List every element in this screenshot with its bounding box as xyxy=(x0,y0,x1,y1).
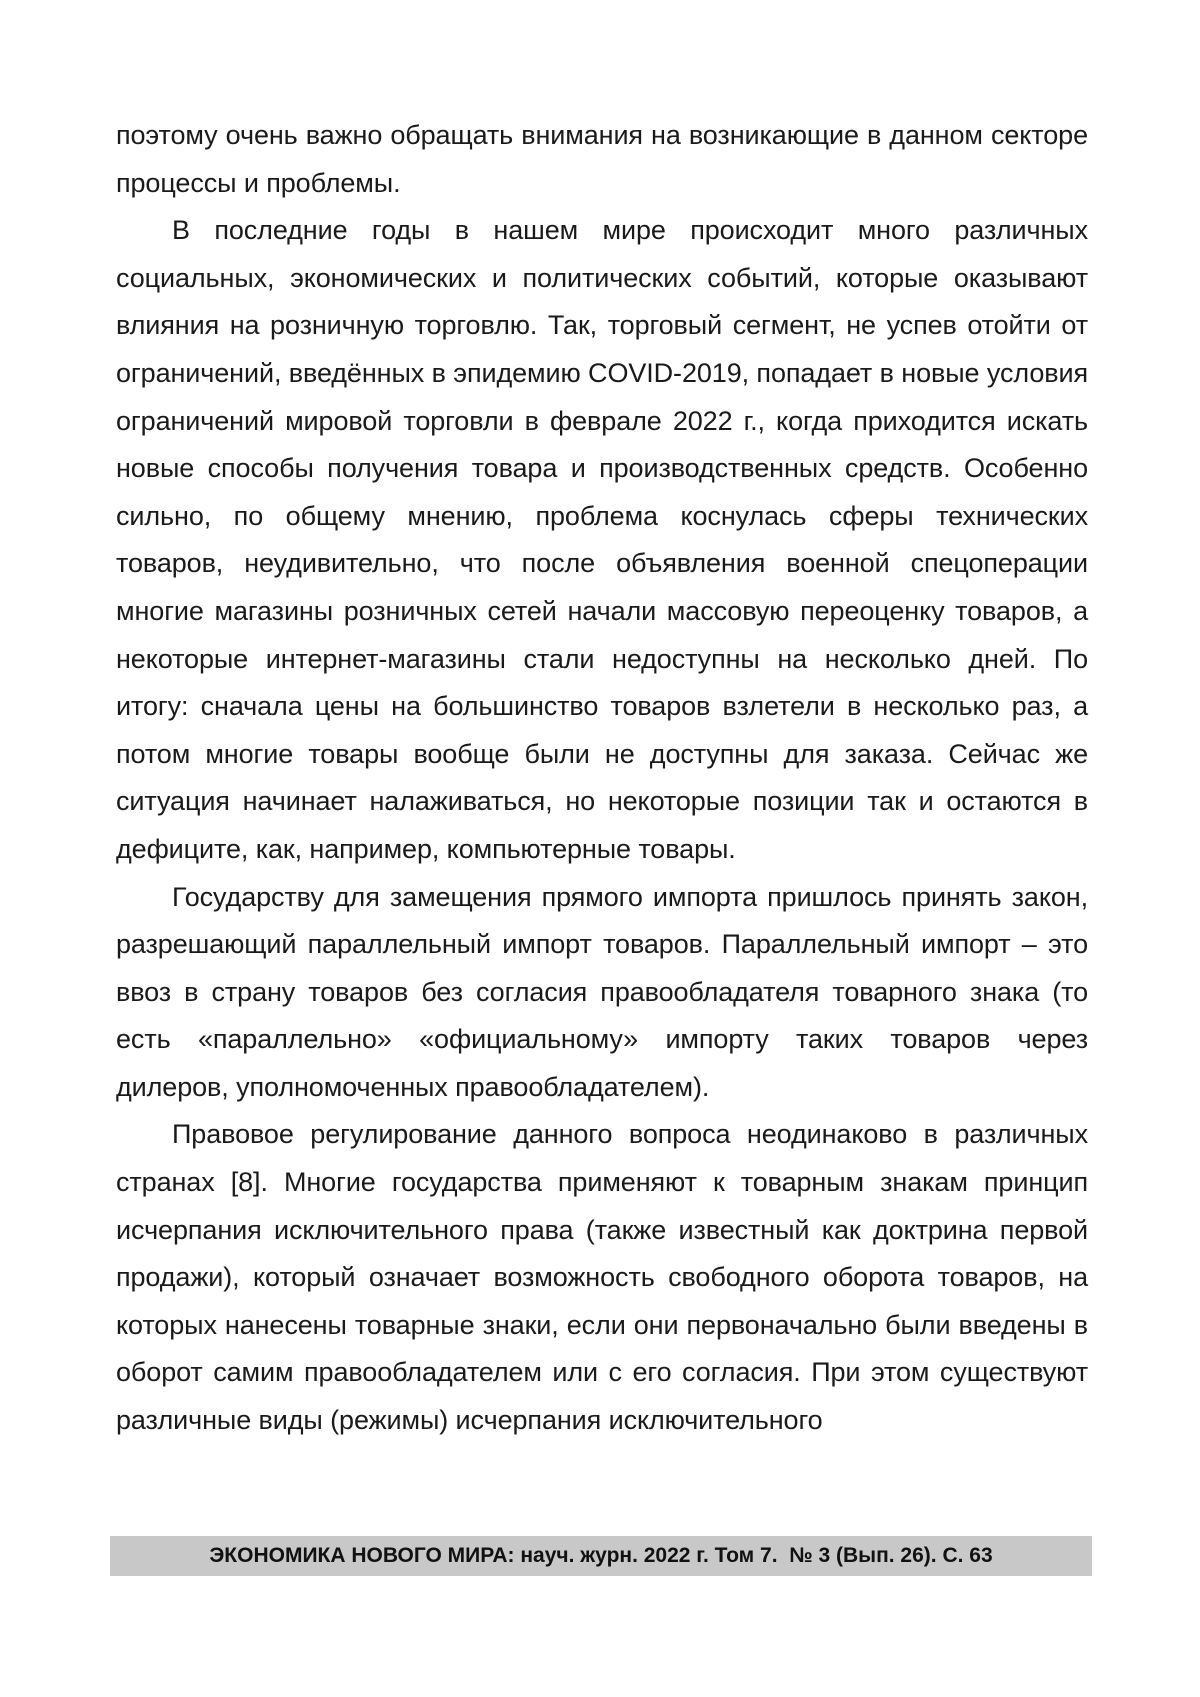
paragraph: поэтому очень важно обращать внимания на возникающие в данном секторе процессы и проблемы. xyxy=(116,120,1088,198)
footer-citation: ЭКОНОМИКА НОВОГО МИРА: науч. журн. 2022 г. Том 7. № 3 (Вып. 26). С. 63 xyxy=(209,1544,993,1567)
page-body xyxy=(116,112,1088,1445)
paragraph: В последние годы в нашем мире происходит много различных социальных, экономических и политических событий, которые оказывают влияния на розничную торговлю. Так, торговый сегмент, не успев отойти от ограничений, введённых в эпидемию COVID-2019, попадает в новые условия ограничений мировой торговли в феврале 2022 г., когда приходится искать новые способы получения товара и производственных средств. Особенно сильно, по общему мнению, проблема коснулась сферы технических товаров, неудивительно, что после объявления военной спецоперации многие магазины розничных сетей начали массовую переоценку товаров, а некоторые интернет-магазины стали недоступны на несколько дней. По итогу: сначала цены на большинство товаров взлетели в несколько раз, а потом многие товары вообще были не доступны для заказа. Сейчас же ситуация начинает налаживаться, но некоторые позиции так и остаются в дефиците, как, например, компьютерные товары. xyxy=(116,215,1088,864)
paragraph: Правовое регулирование данного вопроса неодинаково в различных странах [8]. Многие государства применяют к товарным знакам принцип исчерпания исключительного права (также известный как доктрина первой продажи), который означает возможность свободного оборота товаров, на которых нанесены товарные знаки, если они первоначально были введены в оборот самим правообладателем или с его согласия. При этом существуют различные виды (режимы) исчерпания исключительного xyxy=(116,1119,1088,1436)
journal-footer xyxy=(110,1536,1092,1576)
paragraph: Государству для замещения прямого импорта пришлось принять закон, разрешающий параллельный импорт товаров. Параллельный импорт – это ввоз в страну товаров без согласия правообладателя товарного знака (то есть «параллельно» «официальному» импорту таких товаров через дилеров, уполномоченных правообладателем). xyxy=(116,881,1088,1102)
